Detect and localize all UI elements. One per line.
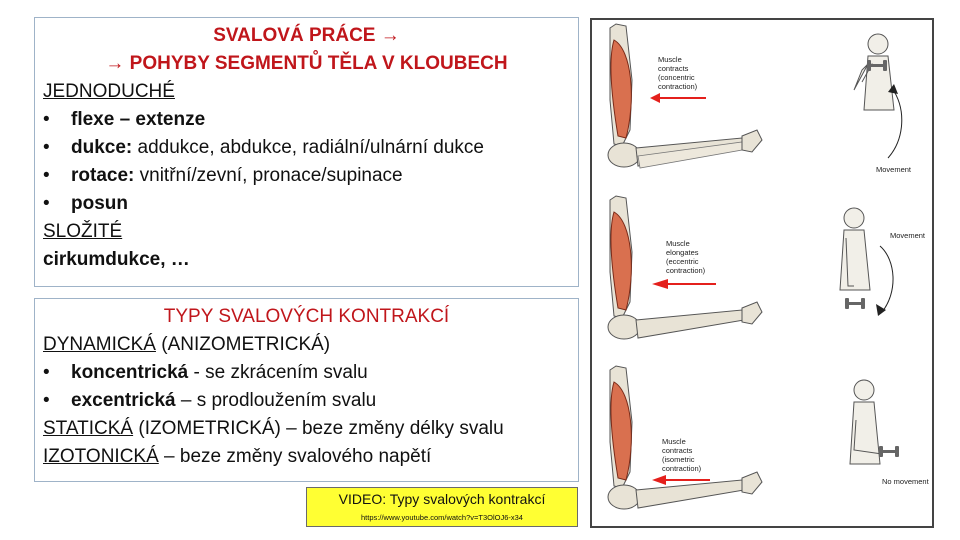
- list-item: • posun: [43, 193, 128, 214]
- isotonic-line: [43, 443, 570, 471]
- section1-title-line1: SVALOVÁ PRÁCE →: [213, 25, 400, 46]
- svg-text:contraction): contraction): [666, 266, 706, 275]
- bullet-bold: koncentrická: [71, 362, 189, 383]
- bullet-bold: excentrická: [71, 390, 176, 411]
- dumbbell-icon: [879, 446, 899, 457]
- arrow-icon: [652, 279, 668, 289]
- list-item: • flexe – extenze: [43, 109, 206, 130]
- dynamic-heading: DYNAMICKÁ: [43, 334, 156, 355]
- complex-text: cirkumdukce, …: [43, 249, 190, 270]
- concentric-panel: [592, 20, 932, 190]
- person-figure: [850, 380, 882, 464]
- static-line: [43, 415, 570, 443]
- video-link-box[interactable]: [306, 487, 578, 527]
- svg-text:Muscle: Muscle: [662, 437, 686, 446]
- video-label[interactable]: VIDEO: Typy svalových kontrakcí: [338, 491, 546, 507]
- svg-text:elongates: elongates: [666, 248, 699, 257]
- caption: [658, 55, 698, 91]
- svg-text:(concentric: (concentric: [658, 73, 695, 82]
- isotonic-rest: – beze změny svalového napětí: [158, 446, 432, 467]
- svg-text:Muscle: Muscle: [658, 55, 682, 64]
- svg-text:(eccentric: (eccentric: [666, 257, 699, 266]
- joint-movements-box: [34, 17, 579, 287]
- person-figure: [854, 34, 894, 110]
- isotonic-heading: IZOTONICKÁ: [43, 446, 159, 467]
- svg-text:contraction): contraction): [662, 464, 702, 473]
- movement-label: Movement: [876, 165, 912, 174]
- hand-bones: [742, 130, 762, 152]
- no-movement-label: No movement: [882, 477, 929, 486]
- svg-text:contracts: contracts: [658, 64, 689, 73]
- arrow-down-icon: [876, 304, 886, 316]
- list-item: • rotace: vnitřní/zevní, pronace/supinace: [43, 165, 403, 186]
- bullet-bold: posun: [71, 193, 128, 214]
- static-rest: (IZOMETRICKÁ) – beze změny délky svalu: [133, 418, 504, 439]
- bullet-rest: - se zkrácením svalu: [188, 362, 368, 383]
- contraction-types-box: [34, 298, 579, 482]
- bullet-bold: flexe – extenze: [71, 109, 206, 130]
- caption: [666, 239, 706, 275]
- caption: [662, 437, 702, 473]
- section1-title-line2: → POHYBY SEGMENTŮ TĚLA V KLOUBECH: [105, 53, 508, 74]
- simple-heading: JEDNODUCHÉ: [43, 81, 175, 102]
- svg-text:Muscle: Muscle: [666, 239, 690, 248]
- svg-text:contraction): contraction): [658, 82, 698, 91]
- section2-title: TYPY SVALOVÝCH KONTRAKCÍ: [163, 306, 450, 327]
- bullet-bold: dukce:: [71, 137, 133, 158]
- dynamic-line: [43, 331, 570, 359]
- dumbbell-icon: [845, 298, 865, 309]
- dynamic-rest: (ANIZOMETRICKÁ): [155, 334, 331, 355]
- arrow-icon: [652, 475, 666, 485]
- video-url-link[interactable]: https://www.youtube.com/watch?v=T3OlOJ6-x34: [361, 513, 523, 522]
- bullet-rest: – s prodloužením svalu: [175, 390, 377, 411]
- movement-label: Movement: [890, 231, 926, 240]
- svg-text:contracts: contracts: [662, 446, 693, 455]
- list-item: • koncentrická - se zkrácením svalu: [43, 362, 368, 383]
- muscle-contraction-illustration: [590, 18, 934, 528]
- static-heading: STATICKÁ: [43, 418, 134, 439]
- bullet-bold: rotace:: [71, 165, 135, 186]
- arrow-icon: [650, 93, 660, 103]
- bullet-rest: vnitřní/zevní, pronace/supinace: [134, 165, 403, 186]
- person-figure: [840, 208, 870, 290]
- list-item: • dukce: addukce, abdukce, radiální/ulnární dukce: [43, 137, 484, 158]
- isometric-panel: [592, 360, 932, 530]
- elbow-joint: [608, 143, 640, 167]
- list-item: • excentrická – s prodloužením svalu: [43, 390, 377, 411]
- complex-heading: SLOŽITÉ: [43, 221, 123, 242]
- bullet-rest: addukce, abdukce, radiální/ulnární dukce: [132, 137, 484, 158]
- svg-text:(isometric: (isometric: [662, 455, 695, 464]
- eccentric-panel: [592, 190, 932, 360]
